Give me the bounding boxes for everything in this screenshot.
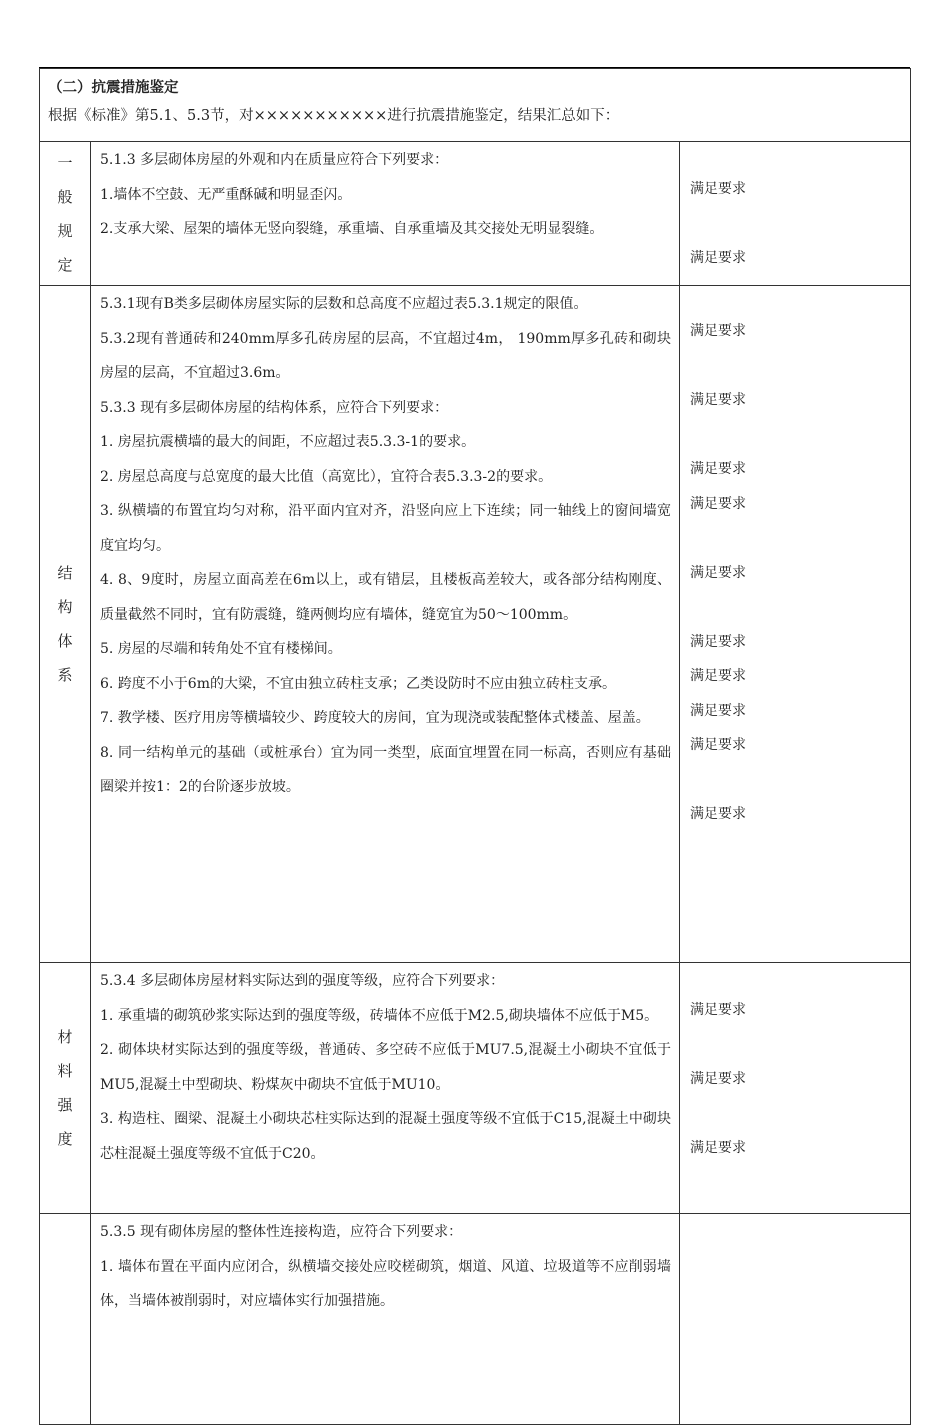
clause-line: 2.支承大梁、屋架的墙体无竖向裂缝，承重墙、自承重墙及其交接处无明显裂缝。 [100,221,604,237]
result-text: 满足要求 [690,392,746,408]
result-text: 满足要求 [690,634,746,650]
clause-line: 5.3.1现有B类多层砌体房屋实际的层数和总高度不应超过表5.3.1规定的限值。 [100,296,588,312]
clause-line: 2. 砌体块材实际达到的强度等级，普通砖、多空砖不应低于MU7.5,混凝土小砌块不宜低于MU5,混凝土中型砌块、粉煤灰中砌块不宜低于MU10。 [100,1042,671,1093]
result-text: 满足要求 [690,565,746,581]
result-text: 满足要求 [690,1002,746,1018]
group-label-structure: 结 构 体 系 [40,286,91,963]
appraisal-sheet [39,68,910,1425]
group-results-material [680,963,911,1214]
group-label-material: 材 料 强 度 [40,963,91,1214]
group-results-structure [680,286,911,963]
clause-line: 5.3.4 多层砌体房屋材料实际达到的强度等级，应符合下列要求： [100,973,505,989]
section-intro: 根据《标准》第5.1、5.3节，对×××××××××××进行抗震措施鉴定，结果汇总如下： [48,108,620,124]
result-text: 满足要求 [690,703,746,719]
clause-line: 3. 纵横墙的布置宜均匀对称，沿平面内宜对齐，沿竖向应上下连续；同一轴线上的窗间墙宽度宜均匀。 [100,503,671,554]
group-content-integrity [91,1214,680,1425]
clause-line: 5.3.5 现有砌体房屋的整体性连接构造，应符合下列要求： [100,1224,463,1240]
group-content-material [91,963,680,1214]
clause-line: 5.3.2现有普通砖和240mm厚多孔砖房屋的层高，不宜超过4m， 190mm厚多孔砖和砌块房屋的层高，不宜超过3.6m。 [100,330,671,381]
result-text: 满足要求 [690,737,746,753]
appraisal-table [39,68,911,1425]
clause-line: 5.1.3 多层砌体房屋的外观和内在质量应符合下列要求： [100,152,449,168]
clause-line: 2. 房屋总高度与总宽度的最大比值（高宽比），宜符合表5.3.3-2的要求。 [100,468,553,485]
clause-line: 4. 8、9度时，房屋立面高差在6m以上，或有错层，且楼板高差较大，或各部分结构刚度、质量截然不同时，宜有防震缝，缝两侧均应有墙体，缝宽宜为50～100mm。 [100,572,671,623]
clause-line: 7. 教学楼、医疗用房等横墙较少、跨度较大的房间，宜为现浇或装配整体式楼盖、屋盖。 [100,710,650,726]
clause-line: 5. 房屋的尽端和转角处不宜有楼梯间。 [100,641,342,657]
group-results-general [680,142,911,286]
clause-line: 5.3.3 现有多层砌体房屋的结构体系，应符合下列要求： [100,399,449,416]
header-row [40,69,911,142]
result-text: 满足要求 [690,181,746,197]
group-row-structure [40,286,911,963]
group-row-material [40,963,911,1214]
group-label-integrity [40,1214,91,1425]
group-label-general: 一 般 规 定 [40,142,91,286]
result-text: 满足要求 [690,806,746,822]
result-text: 满足要求 [690,461,746,477]
group-content-general [91,142,680,286]
clause-line: 1. 承重墙的砌筑砂浆实际达到的强度等级，砖墙体不应低于M2.5,砌块墙体不应低于M5。 [100,1007,659,1024]
result-text: 满足要求 [690,1140,746,1156]
clause-line: 3. 构造柱、圈梁、混凝土小砌块芯柱实际达到的混凝土强度等级不宜低于C15,混凝土中砌块芯柱混凝土强度等级不宜低于C20。 [100,1111,671,1162]
clause-line: 8. 同一结构单元的基础（或桩承台）宜为同一类型，底面宜埋置在同一标高，否则应有基础圈梁并按1：2的台阶逐步放坡。 [100,744,671,795]
result-text: 满足要求 [690,1071,746,1087]
group-results-integrity [680,1214,911,1425]
result-text: 满足要求 [690,496,746,512]
clause-line: 1. 墙体布置在平面内应闭合，纵横墙交接处应咬槎砌筑，烟道、风道、垃圾道等不应削弱墙体，当墙体被削弱时，对应墙体实行加强措施。 [100,1258,671,1309]
group-row-general [40,142,911,286]
section-title: （二）抗震措施鉴定 [48,79,179,96]
result-text: 满足要求 [690,250,746,266]
result-text: 满足要求 [690,668,746,684]
group-row-integrity [40,1214,911,1425]
clause-line: 6. 跨度不小于6m的大梁，不宜由独立砖柱支承；乙类设防时不应由独立砖柱支承。 [100,675,616,692]
header-cell [40,69,911,142]
group-content-structure [91,286,680,963]
clause-line: 1.墙体不空鼓、无严重酥碱和明显歪闪。 [100,186,352,203]
clause-line: 1. 房屋抗震横墙的最大的间距，不应超过表5.3.3-1的要求。 [100,434,476,450]
result-text: 满足要求 [690,323,746,339]
